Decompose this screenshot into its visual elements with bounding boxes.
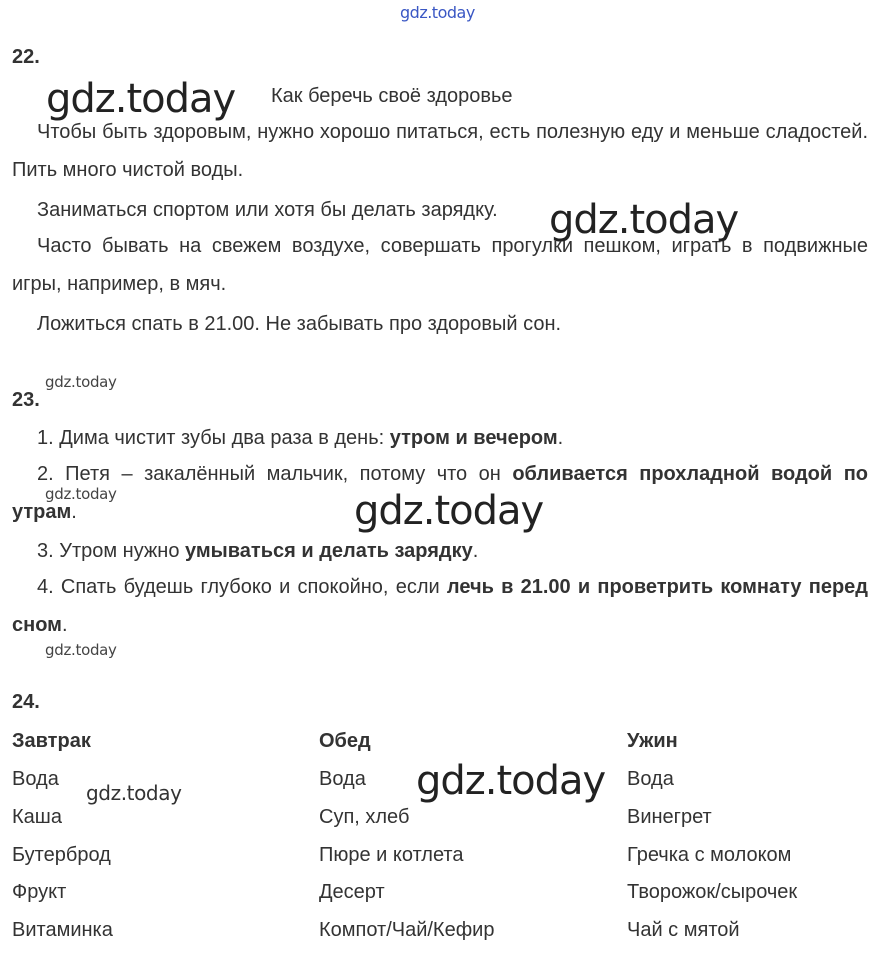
watermark-top: gdz.today	[400, 3, 475, 22]
sentence-1-answer: утром и вечером	[389, 427, 558, 449]
sentence-4-end: .	[61, 614, 68, 636]
watermark-large-2: gdz.today	[549, 197, 739, 243]
task-22-paragraph-4: Ложиться спать в 21.00. Не забывать про здоровый сон.	[37, 313, 562, 335]
lunch-item: Десерт	[319, 881, 385, 903]
sentence-3-text: 3. Утром нужно	[37, 540, 186, 562]
lunch-item: Компот/Чай/Кефир	[319, 919, 495, 941]
task-23-sentence-4	[12, 568, 868, 644]
task-22-title: Как беречь своё здоровье	[271, 85, 513, 107]
task-24-number: 24.	[12, 691, 40, 713]
dinner-header: Ужин	[627, 730, 678, 752]
breakfast-item: Бутерброд	[12, 844, 111, 866]
watermark-medium: gdz.today	[86, 781, 182, 805]
dinner-item: Чай с мятой	[627, 919, 740, 941]
lunch-header: Обед	[319, 730, 371, 752]
task-22-number: 22.	[12, 46, 40, 68]
dinner-item: Гречка с молоком	[627, 844, 792, 866]
sentence-3-answer: умываться и делать зарядку	[185, 540, 473, 562]
sentence-2-text: 2. Петя – закалённый мальчик, потому что он	[37, 463, 513, 485]
watermark-large-1: gdz.today	[46, 76, 236, 122]
watermark-small-1: gdz.today	[45, 373, 117, 391]
dinner-item: Вода	[627, 768, 674, 790]
task-23-sentence-3	[37, 539, 478, 563]
lunch-item: Суп, хлеб	[319, 806, 410, 828]
breakfast-item: Вода	[12, 768, 59, 790]
lunch-item: Пюре и котлета	[319, 844, 464, 866]
sentence-4-text: 4. Спать будешь глубоко и спокойно, если	[37, 576, 447, 598]
task-22-paragraph-2: Заниматься спортом или хотя бы делать зарядку.	[37, 199, 498, 221]
task-23-sentence-1	[37, 426, 563, 450]
sentence-4-answer-b: перед сном	[12, 576, 869, 636]
sentence-1-text: 1. Дима чистит зубы два раза в день:	[37, 427, 390, 449]
watermark-large-3: gdz.today	[354, 488, 544, 534]
task-23-number: 23.	[12, 389, 40, 411]
watermark-small-3: gdz.today	[45, 641, 117, 659]
sentence-4-answer-a: лечь в 21.00 и проветрить комнату	[446, 576, 802, 598]
sentence-1-end: .	[557, 427, 564, 449]
breakfast-item: Каша	[12, 806, 62, 828]
sentence-2-answer-a: обливается прохладной водой	[512, 463, 833, 485]
breakfast-item: Фрукт	[12, 881, 67, 903]
dinner-item: Винегрет	[627, 806, 712, 828]
sentence-2-answer-b: по утрам	[12, 463, 868, 523]
dinner-item: Творожок/сырочек	[627, 881, 798, 903]
watermark-large-4: gdz.today	[416, 758, 606, 804]
task-22-paragraph-1: Чтобы быть здоровым, нужно хорошо питаться, есть полезную еду и меньше сладостей. Пить много чистой воды.	[12, 121, 868, 181]
sentence-2-end: .	[71, 501, 77, 523]
task-22-paragraph-3: Часто бывать на свежем воздухе, совершать прогулки пешком, играть в подвижные игры, например, в мяч.	[12, 235, 868, 295]
sentence-3-end: .	[472, 540, 479, 562]
breakfast-header: Завтрак	[12, 730, 91, 752]
breakfast-item: Витаминка	[12, 919, 113, 941]
lunch-item: Вода	[319, 768, 366, 790]
watermark-small-2: gdz.today	[45, 485, 117, 503]
